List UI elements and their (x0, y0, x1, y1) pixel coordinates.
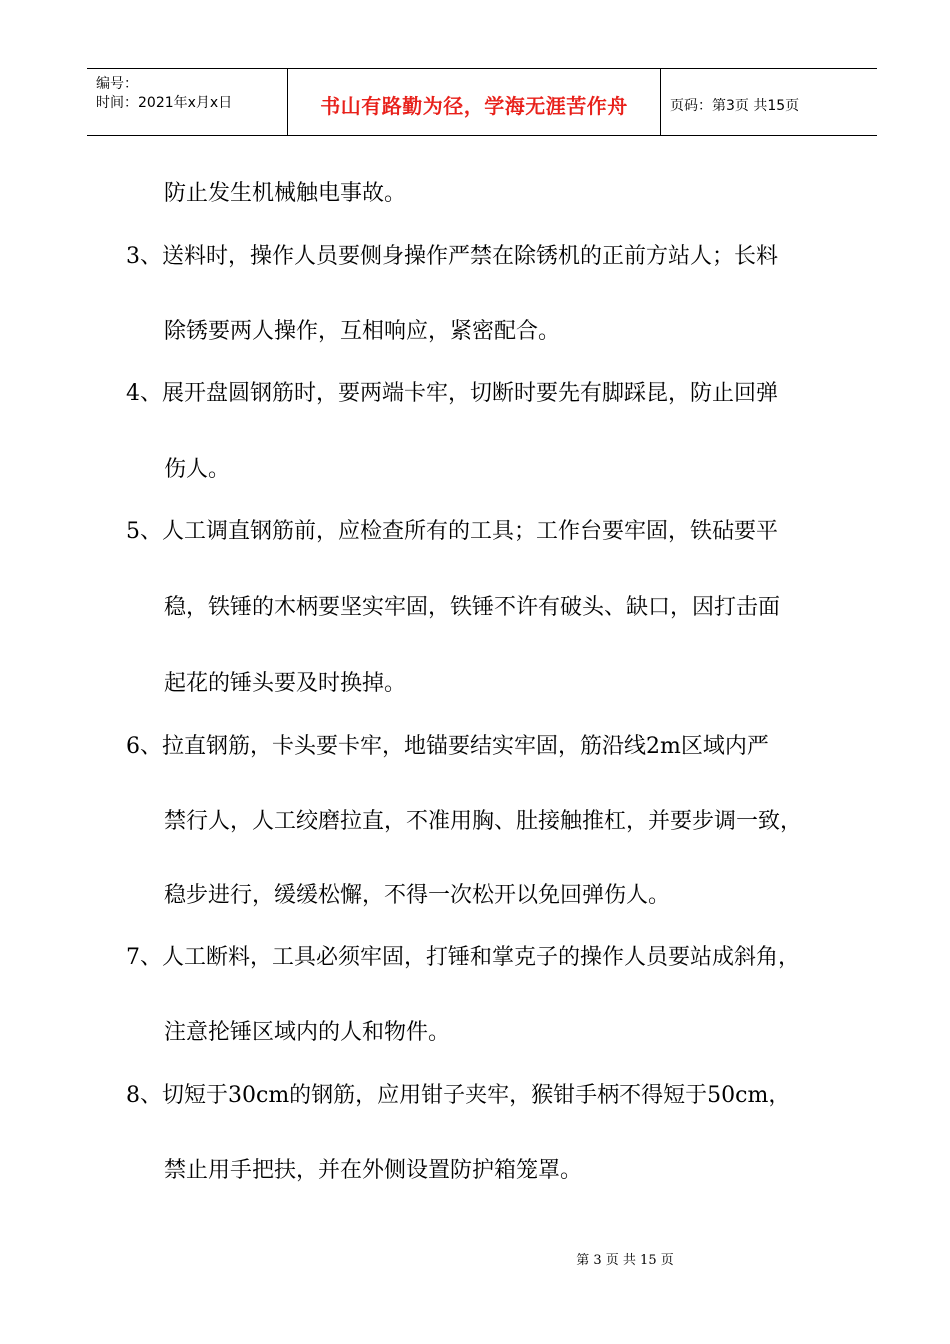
body-line: 稳步进行，缓缓松懈，不得一次松开以免回弹伤人。 (164, 883, 671, 908)
body-line: 4、展开盘圆钢筋时，要两端卡牢，切断时要先有脚踩昆，防止回弹 (126, 381, 778, 406)
body-line: 8、切短于30cm的钢筋，应用钳子夹牢，猴钳手柄不得短于50cm， (126, 1083, 791, 1108)
footer-page-number: 第 3 页 共 15 页 (576, 1253, 674, 1268)
document-date: 时间：2021年x月x日 (96, 95, 233, 111)
body-line: 6、拉直钢筋，卡头要卡牢，地锚要结实牢固，筋沿线2m区域内严 (126, 734, 769, 759)
header-page-cell (661, 69, 877, 135)
body-line: 除锈要两人操作，互相响应，紧密配合。 (164, 319, 561, 344)
body-line: 3、送料时，操作人员要侧身操作严禁在除锈机的正前方站人；长料 (126, 244, 778, 269)
body-line: 起花的锤头要及时换掉。 (164, 671, 407, 696)
body-line: 防止发生机械触电事故。 (164, 181, 407, 206)
document-number-label: 编号： (96, 76, 138, 92)
page-footer (0, 1249, 950, 1268)
body-line: 5、人工调直钢筋前，应检查所有的工具；工作台要牢固，铁砧要平 (126, 519, 778, 544)
body-line: 禁行人，人工绞磨拉直，不准用胸、肚接触推杠，并要步调一致， (164, 809, 803, 834)
page-code: 页码：第3页 共15页 (670, 98, 800, 114)
body-line: 注意抡锤区域内的人和物件。 (164, 1020, 451, 1045)
body-line: 7、人工断料，工具必须牢固，打锤和掌克子的操作人员要站成斜角， (126, 945, 800, 970)
motto-text: 书山有路勤为径，学海无涯苦作舟 (320, 93, 628, 118)
header-motto-cell (288, 69, 661, 135)
header-info-cell (87, 69, 288, 135)
body-line: 稳，铁锤的木柄要坚实牢固，铁锤不许有破头、缺口，因打击面 (164, 595, 781, 620)
document-header (87, 68, 877, 136)
body-line: 禁止用手把扶，并在外侧设置防护箱笼罩。 (164, 1158, 583, 1183)
body-line: 伤人。 (164, 457, 231, 482)
